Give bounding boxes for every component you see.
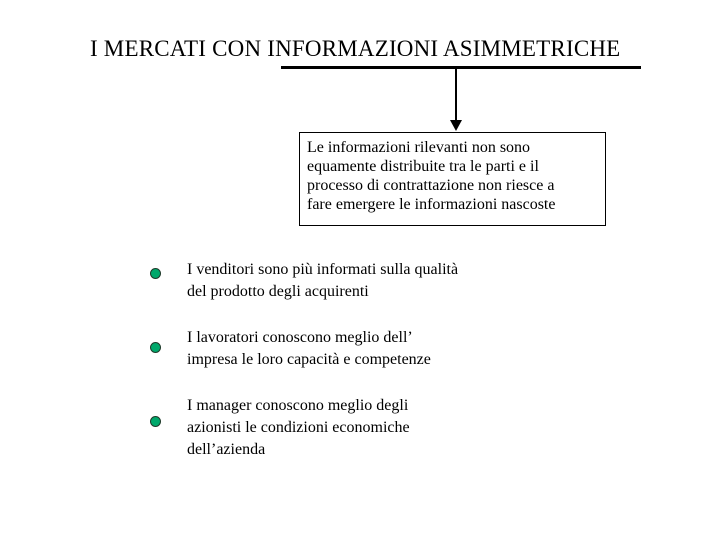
info-box-line: processo di contrattazione non riesce a — [307, 177, 555, 194]
info-box-line: fare emergere le informazioni nascoste — [307, 196, 556, 213]
bullet-dot-icon — [150, 342, 161, 353]
title-underline — [281, 66, 641, 69]
arrow-down-icon — [450, 120, 462, 131]
info-box-line: equamente distribuite tra le parti e il — [307, 158, 539, 175]
bullet-text — [187, 395, 410, 461]
arrow-shaft — [455, 68, 457, 122]
bullet-dot-icon — [150, 416, 161, 427]
page-title: I MERCATI CON INFORMAZIONI ASIMMETRICHE — [90, 36, 621, 61]
bullet-dot-icon — [150, 268, 161, 279]
bullet-text — [187, 259, 458, 303]
bullet-line: dell’azienda — [187, 441, 266, 458]
bullet-line: I manager conoscono meglio degli — [187, 397, 409, 414]
info-box-line: Le informazioni rilevanti non sono — [307, 139, 531, 156]
bullet-line: impresa le loro capacità e competenze — [187, 351, 431, 368]
bullet-text — [187, 327, 431, 371]
bullet-line: I lavoratori conoscono meglio dell’ — [187, 329, 413, 346]
info-box — [299, 132, 606, 226]
bullet-line: azionisti le condizioni economiche — [187, 419, 410, 436]
bullet-line: I venditori sono più informati sulla qualità — [187, 261, 459, 278]
bullet-line: del prodotto degli acquirenti — [187, 283, 369, 300]
